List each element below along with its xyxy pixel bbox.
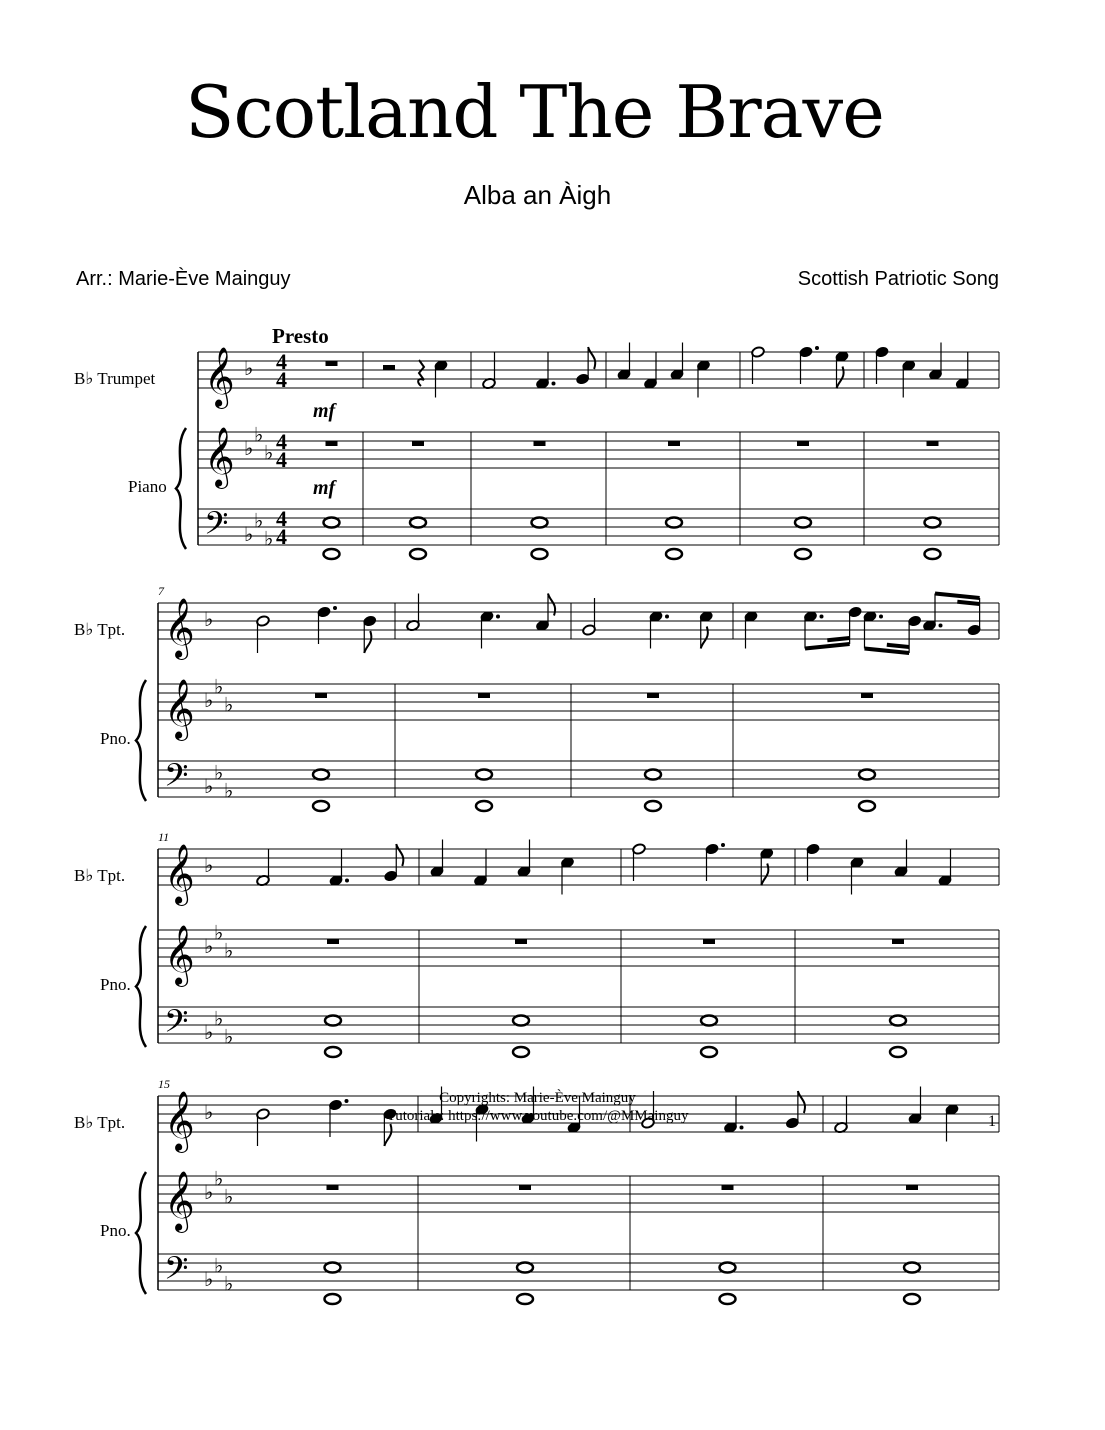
time-sig-bottom: 4 xyxy=(276,367,287,392)
augmentation-dot xyxy=(879,615,883,619)
note xyxy=(696,359,710,397)
instrument-label-piano: Pno. xyxy=(100,729,131,748)
whole-note xyxy=(890,1047,906,1057)
time-sig-top: 4 xyxy=(276,429,287,454)
key-flat: ♭ xyxy=(204,936,214,958)
piano-bass-staff xyxy=(158,1254,999,1290)
piano-brace xyxy=(136,926,146,1047)
key-flat: ♭ xyxy=(224,940,234,963)
note xyxy=(256,849,270,887)
note xyxy=(560,856,574,894)
key-flat: ♭ xyxy=(214,922,224,945)
whole-note xyxy=(720,1294,736,1304)
key-flat: ♭ xyxy=(244,358,254,380)
whole-rest xyxy=(327,939,339,944)
key-flat: ♭ xyxy=(204,690,214,712)
note xyxy=(835,350,849,388)
note-flag xyxy=(396,844,403,866)
instrument-label-trumpet: B♭ Tpt. xyxy=(74,1113,126,1132)
note xyxy=(803,610,823,648)
score-subtitle: Alba an Àigh xyxy=(463,180,612,210)
note xyxy=(256,615,270,653)
whole-note xyxy=(720,1263,736,1273)
instrument-label-piano: Piano xyxy=(128,477,167,496)
augmentation-dot xyxy=(333,606,337,610)
whole-rest xyxy=(326,361,338,366)
key-flat: ♭ xyxy=(224,1273,234,1296)
whole-note xyxy=(645,770,661,780)
augmentation-dot xyxy=(820,615,824,619)
key-flat: ♭ xyxy=(214,1168,224,1191)
whole-note xyxy=(904,1263,920,1273)
whole-note xyxy=(701,1016,717,1026)
note xyxy=(582,598,596,636)
key-flat: ♭ xyxy=(214,1255,224,1278)
score-title: Scotland The Brave xyxy=(185,70,884,154)
beam xyxy=(887,645,909,647)
note xyxy=(632,843,646,881)
whole-note xyxy=(325,1047,341,1057)
key-flat: ♭ xyxy=(204,1102,214,1124)
page-number: 1 xyxy=(988,1113,996,1130)
note xyxy=(329,849,349,887)
whole-note xyxy=(532,549,548,559)
bass-clef: 𝄢 xyxy=(164,1005,189,1047)
note xyxy=(850,856,864,894)
key-flat: ♭ xyxy=(204,1022,214,1044)
trumpet-staff xyxy=(158,603,999,639)
treble-clef: 𝄞 xyxy=(204,429,235,486)
whole-note xyxy=(313,770,329,780)
note xyxy=(406,594,420,632)
measure-number: 7 xyxy=(158,584,164,598)
note xyxy=(863,610,883,648)
augmentation-dot xyxy=(740,1126,744,1130)
augmentation-dot xyxy=(721,843,725,847)
dynamic-mark: mf xyxy=(313,477,336,499)
augmentation-dot xyxy=(552,382,556,386)
note xyxy=(434,359,448,397)
whole-note xyxy=(476,770,492,780)
trumpet-staff xyxy=(158,849,999,885)
note-flag xyxy=(588,347,595,369)
note xyxy=(670,343,684,381)
beam xyxy=(827,638,849,640)
whole-note xyxy=(410,549,426,559)
time-sig-top: 4 xyxy=(276,349,287,374)
note xyxy=(643,352,657,390)
piano-brace xyxy=(176,428,186,549)
key-flat: ♭ xyxy=(204,609,214,631)
note xyxy=(848,606,862,644)
whole-rest xyxy=(534,441,546,446)
note xyxy=(894,840,908,878)
bass-clef: 𝄢 xyxy=(164,759,189,801)
treble-clef: 𝄞 xyxy=(164,927,195,984)
note xyxy=(480,610,500,648)
whole-rest xyxy=(668,441,680,446)
instrument-label-piano: Pno. xyxy=(100,975,131,994)
key-flat: ♭ xyxy=(204,855,214,877)
note xyxy=(922,594,942,632)
bass-clef: 𝄢 xyxy=(164,1252,189,1294)
treble-clef: 𝄞 xyxy=(164,600,195,657)
note xyxy=(430,840,444,878)
whole-note xyxy=(532,518,548,528)
whole-note xyxy=(795,549,811,559)
whole-note xyxy=(925,549,941,559)
note xyxy=(751,346,765,384)
treble-clef: 𝄞 xyxy=(164,1093,195,1150)
measure-number: 15 xyxy=(158,1077,170,1091)
half-rest xyxy=(383,365,395,370)
whole-note xyxy=(325,1016,341,1026)
whole-rest xyxy=(906,1185,918,1190)
piano-treble-staff xyxy=(158,684,999,720)
augmentation-dot xyxy=(496,615,500,619)
note xyxy=(699,610,713,648)
tutorials-line: Tutorials: https://www.youtube.com/@MMainguy xyxy=(386,1108,689,1124)
whole-note xyxy=(890,1016,906,1026)
key-flat: ♭ xyxy=(254,424,264,447)
whole-rest xyxy=(412,441,424,446)
augmentation-dot xyxy=(939,624,943,628)
piano-treble-staff xyxy=(158,930,999,966)
composer-credit: Scottish Patriotic Song xyxy=(797,268,999,290)
treble-clef: 𝄞 xyxy=(164,681,195,738)
time-sig-bottom: 4 xyxy=(276,524,287,549)
piano-treble-staff xyxy=(198,432,999,468)
note xyxy=(908,615,922,653)
key-flat: ♭ xyxy=(214,676,224,699)
whole-note xyxy=(701,1047,717,1057)
note xyxy=(649,610,669,648)
whole-note xyxy=(859,770,875,780)
whole-note xyxy=(513,1047,529,1057)
piano-brace xyxy=(136,680,146,801)
note xyxy=(902,359,916,397)
quarter-rest xyxy=(418,360,424,386)
whole-note xyxy=(513,1016,529,1026)
whole-note xyxy=(313,801,329,811)
whole-note xyxy=(666,518,682,528)
bass-clef: 𝄢 xyxy=(204,507,229,549)
whole-rest xyxy=(703,939,715,944)
piano-brace xyxy=(136,1172,146,1294)
piano-treble-staff xyxy=(158,1176,999,1212)
key-flat: ♭ xyxy=(204,776,214,798)
time-sig-bottom: 4 xyxy=(276,447,287,472)
key-flat: ♭ xyxy=(224,1026,234,1049)
key-flat: ♭ xyxy=(244,524,254,546)
whole-note xyxy=(925,518,941,528)
whole-rest xyxy=(722,1185,734,1190)
treble-clef: 𝄞 xyxy=(204,349,235,406)
whole-rest xyxy=(326,441,338,446)
note xyxy=(744,610,758,648)
arranger-credit: Arr.: Marie-Ève Mainguy xyxy=(76,268,291,290)
time-sig-top: 4 xyxy=(276,506,287,531)
whole-note xyxy=(859,801,875,811)
note xyxy=(806,843,820,881)
whole-note xyxy=(517,1294,533,1304)
whole-rest xyxy=(478,693,490,698)
whole-note xyxy=(666,549,682,559)
whole-note xyxy=(645,801,661,811)
note xyxy=(617,343,631,381)
beam xyxy=(805,644,850,649)
beam xyxy=(957,602,979,604)
treble-clef: 𝄞 xyxy=(164,1173,195,1230)
key-flat: ♭ xyxy=(224,694,234,717)
key-flat: ♭ xyxy=(214,1008,224,1031)
augmentation-dot xyxy=(345,879,349,883)
whole-note xyxy=(324,518,340,528)
note xyxy=(928,343,942,381)
whole-note xyxy=(410,518,426,528)
note xyxy=(482,352,496,390)
tempo-marking: Presto xyxy=(272,324,329,348)
augmentation-dot xyxy=(815,346,819,350)
whole-rest xyxy=(892,939,904,944)
note xyxy=(938,849,952,887)
dynamic-mark: mf xyxy=(313,400,336,422)
whole-note xyxy=(517,1263,533,1273)
beam xyxy=(935,594,980,599)
note xyxy=(875,346,889,384)
note xyxy=(535,594,555,632)
whole-note xyxy=(904,1294,920,1304)
whole-rest xyxy=(515,939,527,944)
key-flat: ♭ xyxy=(214,762,224,785)
instrument-label-piano: Pno. xyxy=(100,1221,131,1240)
beam xyxy=(865,649,910,654)
augmentation-dot xyxy=(665,615,669,619)
whole-rest xyxy=(647,693,659,698)
whole-note xyxy=(325,1263,341,1273)
note-flag xyxy=(384,1124,391,1146)
whole-rest xyxy=(315,693,327,698)
whole-note xyxy=(476,801,492,811)
piano-bass-staff xyxy=(198,509,999,545)
piano-bass-staff xyxy=(158,1007,999,1043)
instrument-label-trumpet: B♭ Tpt. xyxy=(74,620,126,639)
note xyxy=(363,615,377,653)
instrument-label-trumpet: B♭ Trumpet xyxy=(74,369,156,388)
whole-rest xyxy=(861,693,873,698)
instrument-label-trumpet: B♭ Tpt. xyxy=(74,866,126,885)
key-flat: ♭ xyxy=(224,1186,234,1209)
copyright-line: Copyrights: Marie-Ève Mainguy xyxy=(439,1090,636,1106)
whole-rest xyxy=(797,441,809,446)
key-flat: ♭ xyxy=(224,780,234,803)
whole-rest xyxy=(927,441,939,446)
key-flat: ♭ xyxy=(204,1269,214,1291)
whole-rest xyxy=(519,1185,531,1190)
treble-clef: 𝄞 xyxy=(164,846,195,903)
trumpet-staff xyxy=(198,352,999,388)
note xyxy=(760,847,774,885)
whole-rest xyxy=(327,1185,339,1190)
measure-number: 11 xyxy=(158,830,170,844)
key-flat: ♭ xyxy=(204,1182,214,1204)
note-flag xyxy=(364,631,371,653)
note xyxy=(517,840,531,878)
note xyxy=(535,352,555,390)
key-flat: ♭ xyxy=(264,442,274,465)
key-flat: ♭ xyxy=(254,510,264,533)
note xyxy=(473,849,487,887)
key-flat: ♭ xyxy=(264,528,274,551)
whole-note xyxy=(324,549,340,559)
whole-note xyxy=(325,1294,341,1304)
note xyxy=(955,352,969,390)
key-flat: ♭ xyxy=(244,438,254,460)
whole-note xyxy=(795,518,811,528)
